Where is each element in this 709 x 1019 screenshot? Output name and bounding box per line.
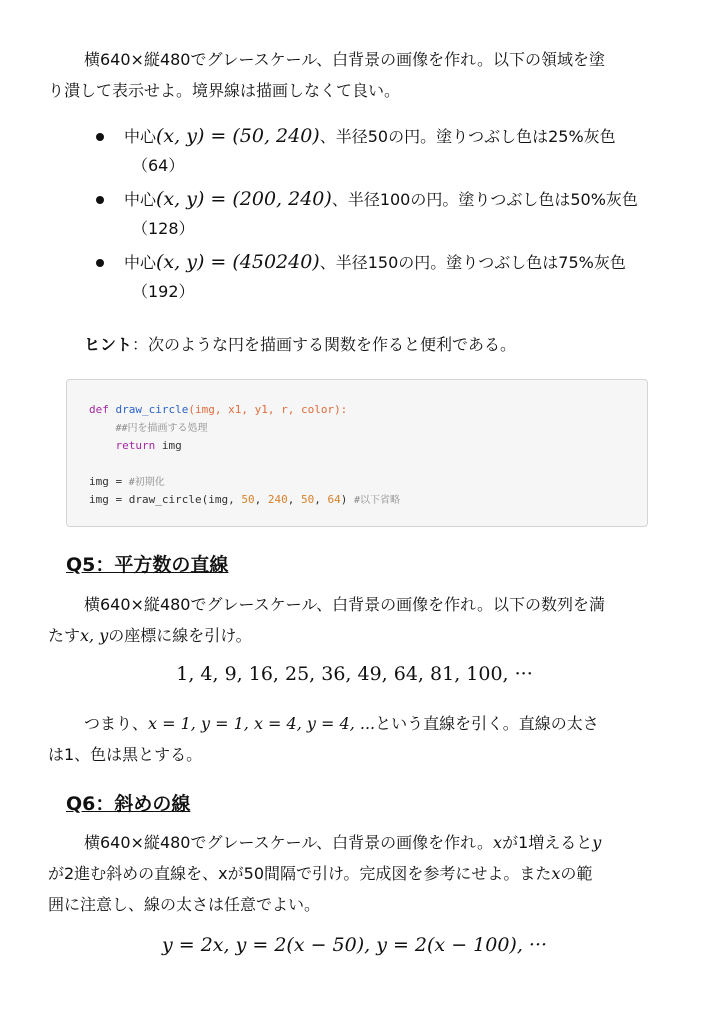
- center-math: (x, y) = (450240): [156, 251, 320, 273]
- q4-intro-line2: り潰して表示せよ。境界線は描画しなくて良い。: [48, 81, 401, 100]
- list-item: 中心(x, y) = (450240)、半径150の円。塗りつぶし色は75%灰色 （192）: [96, 248, 656, 306]
- center-math: (x, y) = (200, 240): [156, 188, 332, 210]
- hint-text: ヒント：次のような円を描画する関数を作ると便利である。: [84, 335, 517, 354]
- center-math: (x, y) = (50, 240): [156, 125, 320, 147]
- hint-label: ヒント: [84, 335, 133, 354]
- bullet-icon: [96, 196, 104, 204]
- code-line: ##円を描画する処理: [115, 423, 208, 434]
- line-equations: y = 2x, y = 2(x − 50), y = 2(x − 100), ···: [161, 934, 548, 956]
- q6-heading: Q6：斜めの線: [66, 793, 191, 815]
- q5-paragraph: 横640×縦480でグレースケール、白背景の画像を作れ。以下の数列を満 たすx, yの座標に線を引け。: [48, 595, 606, 645]
- list-item: 中心(x, y) = (200, 240)、半径100の円。塗りつぶし色は50%灰色 （128）: [96, 185, 656, 243]
- code-line: [89, 455, 647, 473]
- q6-paragraph: 横640×縦480でグレースケール、白背景の画像を作れ。xが1増えるとy が2進む斜めの直線を、xが50間隔で引け。完成図を参考にせよ。またxの範 囲に注意し、線の太さは任意でよい。: [48, 833, 602, 914]
- code-line: return img: [115, 439, 182, 452]
- code-line: img = draw_circle(img, 50, 240, 50, 64) #以下省略: [89, 493, 400, 506]
- q5-explanation: つまり、x = 1, y = 1, x = 4, y = 4, ...という直線を引く。直線の太さ は1、色は黒とする。: [48, 714, 599, 764]
- gray-value: （64）: [132, 156, 185, 175]
- q5-heading: Q5：平方数の直線: [66, 554, 229, 576]
- bullet-icon: [96, 259, 104, 267]
- code-line: img = #初期化: [89, 475, 165, 488]
- square-sequence: 1, 4, 9, 16, 25, 36, 49, 64, 81, 100, ···: [176, 663, 533, 685]
- gray-value: （192）: [132, 282, 195, 301]
- code-line: def draw_circle(img, x1, y1, r, color):: [89, 403, 348, 416]
- q4-intro-line1: 横640×縦480でグレースケール、白背景の画像を作れ。以下の領域を塗: [84, 50, 606, 69]
- bullet-icon: [96, 133, 104, 141]
- gray-value: （128）: [132, 219, 195, 238]
- code-block[interactable]: [66, 379, 648, 527]
- q4-intro: [48, 44, 644, 106]
- circle-spec-list: [96, 122, 656, 311]
- list-item: 中心(x, y) = (50, 240)、半径50の円。塗りつぶし色は25%灰色 （64）: [96, 122, 656, 180]
